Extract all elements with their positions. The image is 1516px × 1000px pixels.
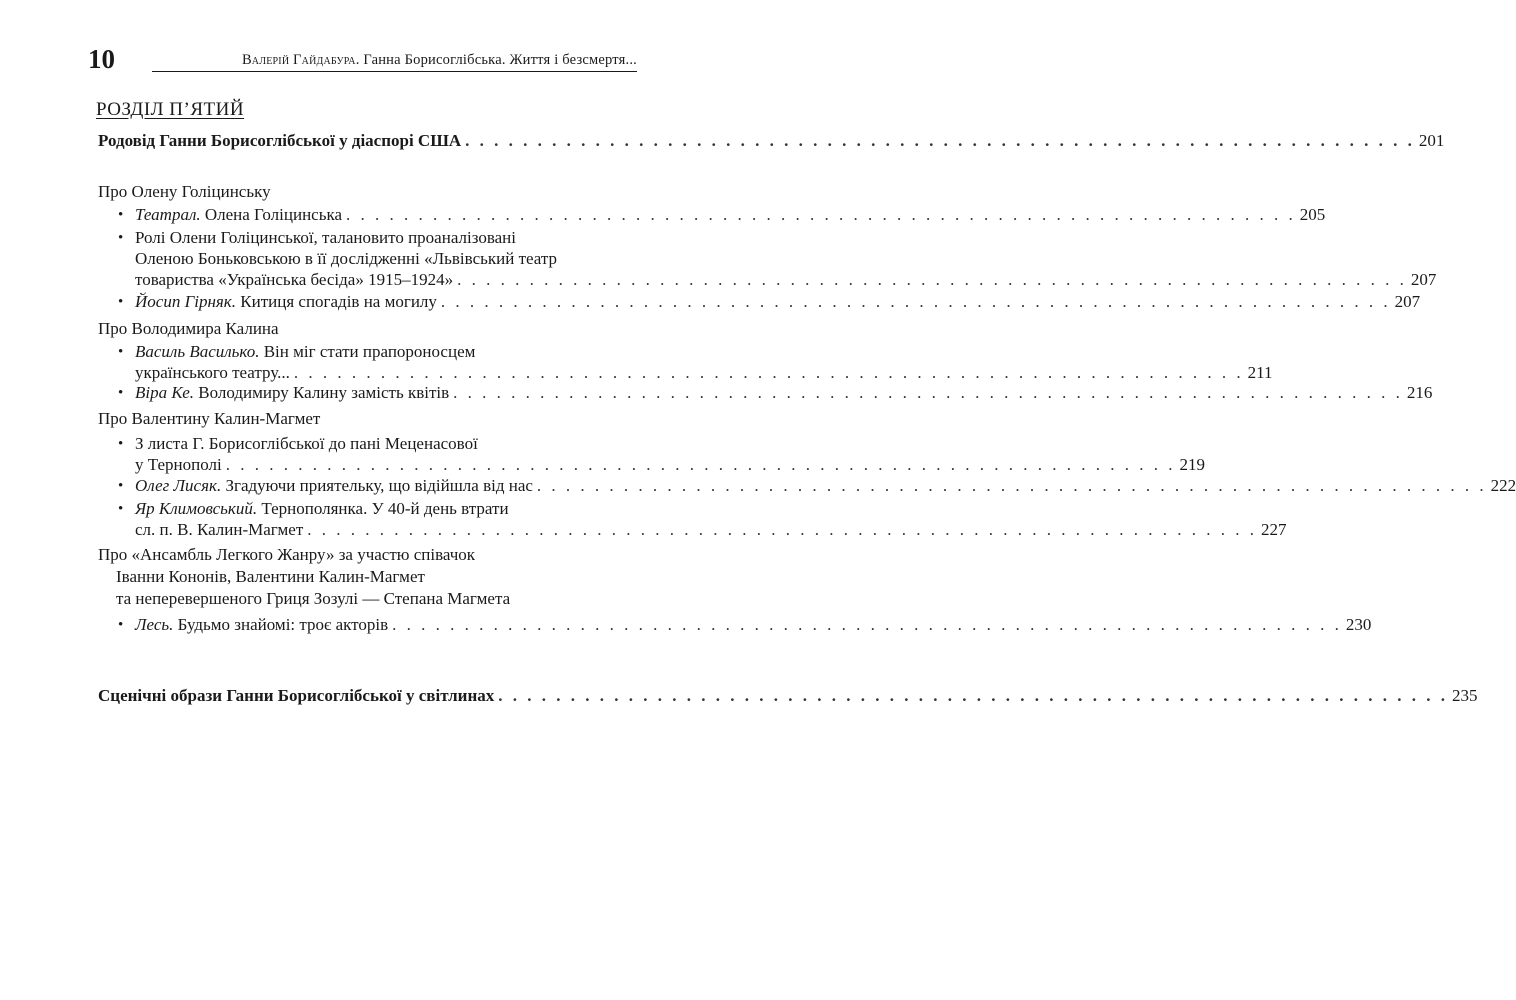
entry-title: Він міг стати прапороносцем	[259, 342, 476, 361]
entry-title: Тернополянка. У 40-й день втрати	[257, 499, 509, 518]
entry-title: Будьмо знайомі: троє акторів	[173, 615, 389, 634]
group-heading-ensemble-line-3: та неперевершеного Гриця Зозулі — Степана Магмета	[116, 589, 511, 608]
leader-dots: . . . . . . . . . . . . . . . . . . . . . . . . . . . . . . . . . . . . . . . . . . . . . . . . . . . . . . . . . . . . . . . . . .	[457, 270, 1407, 289]
group-heading-golitsynska: Про Олену Голіцинську	[98, 182, 271, 201]
bullet-icon: •	[118, 501, 124, 517]
entry-title: товариства «Українська бесіда» 1915–1924»	[135, 270, 454, 289]
entry-2-line-2: Оленою Боньковською в її дослідженні «Львівський театр	[135, 249, 558, 268]
entry-title: у Тернополі	[135, 455, 222, 474]
toc-page-number: 205	[1299, 205, 1326, 224]
entry-2-line-1: Ролі Олени Голіцинської, талановито проаналізовані	[135, 228, 517, 247]
group-heading-ensemble-line-2: Іванни Кононів, Валентини Калин-Магмет	[116, 567, 425, 586]
toc-entry-main-1[interactable]	[98, 130, 1445, 152]
toc-entry-3[interactable]	[135, 291, 1421, 313]
bullet-icon: •	[118, 207, 124, 223]
entry-author: Олег Лисяк.	[135, 476, 222, 495]
toc-page-number: 222	[1490, 476, 1516, 495]
toc-page-number: 230	[1345, 615, 1372, 634]
group-heading-kalyn-magmet: Про Валентину Калин-Магмет	[98, 409, 321, 428]
running-head	[242, 51, 637, 69]
toc-entry-6[interactable]	[135, 454, 1205, 476]
entry-author: Лесь.	[135, 615, 174, 634]
entry-4-line-1	[135, 341, 475, 363]
leader-dots: . . . . . . . . . . . . . . . . . . . . . . . . . . . . . . . . . . . . . . . . . . . . . . . . . . . . . . . . . . . . . . . . . .	[307, 520, 1258, 539]
entry-author: Віра Ке.	[135, 383, 195, 402]
leader-dots: . . . . . . . . . . . . . . . . . . . . . . . . . . . . . . . . . . . . . . . . . . . . . . . . . . . . . . . . . . . . . . . . . .	[465, 131, 1415, 150]
toc-entry-4[interactable]	[135, 362, 1273, 384]
entry-title: Згадуючи приятельку, що відійшла від нас	[221, 476, 533, 495]
entry-8-line-1	[135, 498, 509, 520]
entry-title: Володимиру Калину замість квітів	[194, 383, 450, 402]
group-heading-ensemble-line-1: Про «Ансамбль Легкого Жанру» за участю співачок	[98, 545, 476, 564]
toc-entry-9[interactable]	[135, 614, 1372, 636]
page-number: 10	[88, 44, 115, 74]
toc-page-number: 207	[1394, 292, 1421, 311]
leader-dots: . . . . . . . . . . . . . . . . . . . . . . . . . . . . . . . . . . . . . . . . . . . . . . . . . . . . . . . . . . . . . . . . . .	[440, 292, 1391, 311]
toc-entry-8[interactable]	[135, 519, 1287, 541]
bullet-icon: •	[118, 344, 124, 360]
entry-title: Олена Голіцинська	[200, 205, 343, 224]
toc-entry-7[interactable]	[135, 475, 1516, 497]
entry-author: Йосип Гірняк.	[135, 292, 237, 311]
toc-page-number: 207	[1410, 270, 1437, 289]
entry-author: Театрал.	[135, 205, 201, 224]
running-head-author: Валерій Гайдабура.	[241, 52, 360, 68]
toc-entry-main-2[interactable]	[98, 685, 1478, 707]
toc-page-number: 235	[1452, 686, 1478, 705]
header-rule	[152, 71, 637, 72]
toc-entry-title: Сценічні образи Ганни Борисоглібської у світлинах	[98, 686, 495, 705]
toc-page-number: 201	[1418, 131, 1445, 150]
entry-author: Василь Василько.	[135, 342, 260, 361]
section-title: РОЗДІЛ П’ЯТИЙ	[96, 99, 245, 120]
bullet-icon: •	[118, 230, 124, 246]
bullet-icon: •	[118, 294, 124, 310]
bullet-icon: •	[118, 385, 124, 401]
leader-dots: . . . . . . . . . . . . . . . . . . . . . . . . . . . . . . . . . . . . . . . . . . . . . . . . . . . . . . . . . . . . . . . . . .	[225, 455, 1176, 474]
bullet-icon: •	[118, 478, 124, 494]
leader-dots: . . . . . . . . . . . . . . . . . . . . . . . . . . . . . . . . . . . . . . . . . . . . . . . . . . . . . . . . . . . . . . . . . .	[498, 686, 1449, 705]
leader-dots: . . . . . . . . . . . . . . . . . . . . . . . . . . . . . . . . . . . . . . . . . . . . . . . . . . . . . . . . . . . . . . . . . .	[392, 615, 1342, 634]
toc-entry-1[interactable]	[135, 204, 1326, 226]
entry-title: сл. п. В. Калин-Магмет	[135, 520, 304, 539]
running-head-title: Ганна Борисоглібська. Життя і безсмертя...	[363, 52, 637, 68]
leader-dots: . . . . . . . . . . . . . . . . . . . . . . . . . . . . . . . . . . . . . . . . . . . . . . . . . . . . . . . . . . . . . . . . . .	[536, 476, 1487, 495]
entry-title: Китиця спогадів на могилу	[236, 292, 437, 311]
toc-page-number: 216	[1406, 383, 1433, 402]
leader-dots: . . . . . . . . . . . . . . . . . . . . . . . . . . . . . . . . . . . . . . . . . . . . . . . . . . . . . . . . . . . . . . . . . .	[293, 363, 1244, 382]
bullet-icon: •	[118, 617, 124, 633]
entry-title: українського театру...	[135, 363, 290, 382]
toc-page-number: 211	[1247, 363, 1273, 382]
leader-dots: . . . . . . . . . . . . . . . . . . . . . . . . . . . . . . . . . . . . . . . . . . . . . . . . . . . . . . . . . . . . . . . . . .	[453, 383, 1403, 402]
bullet-icon: •	[118, 436, 124, 452]
entry-author: Яр Климовський.	[135, 499, 258, 518]
toc-entry-2[interactable]	[135, 269, 1437, 291]
toc-entry-title: Родовід Ганни Борисоглібської у діаспорі США	[98, 131, 462, 150]
leader-dots: . . . . . . . . . . . . . . . . . . . . . . . . . . . . . . . . . . . . . . . . . . . . . . . . . . . . . . . . . . . . . . . . . .	[346, 205, 1296, 224]
toc-page-number: 219	[1179, 455, 1205, 474]
entry-6-line-1: З листа Г. Борисоглібської до пані Меценасової	[135, 434, 478, 453]
group-heading-kalyn: Про Володимира Калина	[98, 319, 279, 338]
toc-entry-5[interactable]	[135, 382, 1433, 404]
toc-page-number: 227	[1261, 520, 1287, 539]
